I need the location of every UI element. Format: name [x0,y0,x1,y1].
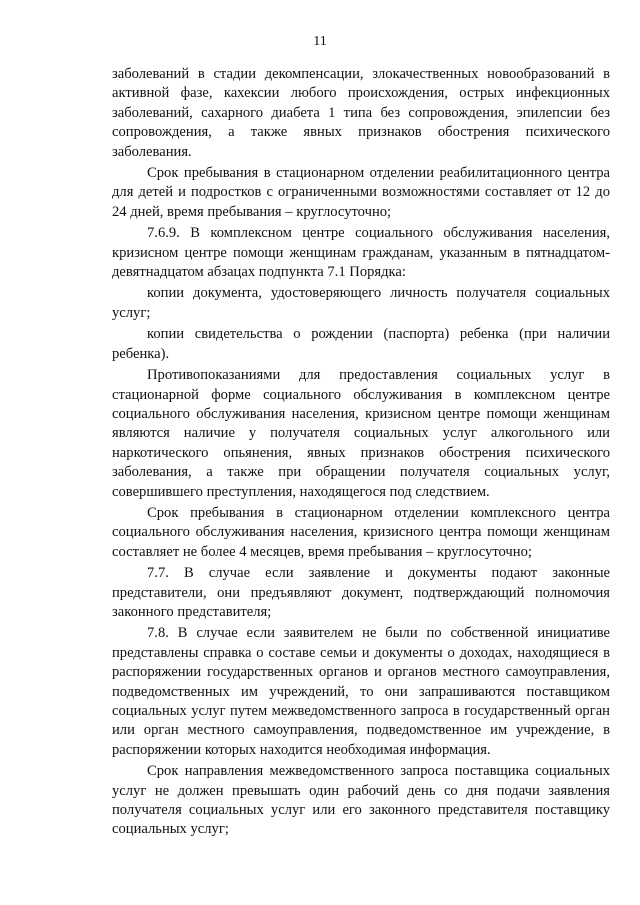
paragraph-request-term: Срок направления межведомственного запроса поставщика социальных услуг не должен превышать один рабочий день со дня подачи заявления получателя социальных услуг или его законного представителя поставщику социальных услуг; [112,763,610,838]
paragraph-identity-docs: копии документа, удостоверяющего личность получателя социальных услуг; [112,285,610,321]
paragraph-continuation: заболеваний в стадии декомпенсации, злокачественных новообразований в активной фазе, кахексии любого происхождения, острых инфекционных заболеваний, сахарного диабета 1 типа без сопровождения, эпилепсии без сопровождения, а также явных признаков обострения психического заболевания. [112,66,610,160]
paragraph-7-6-9: 7.6.9. В комплексном центре социального обслуживания населения, кризисном центре помощи женщинам гражданам, указанным в пятнадцатом-девятнадцатом абзацах подпункта 7.1 Порядка: [112,225,610,281]
paragraph-stay-term-crisis: Срок пребывания в стационарном отделении комплексного центра социального обслуживания населения, кризисного центра помощи женщинам составляет не более 4 месяцев, время пребывания – круглосуточно; [112,504,610,560]
paragraph-7-7: 7.7. В случае если заявление и документы подают законные представители, они предъявляют документ, подтверждающий полномочия законного представителя; [112,565,610,620]
paragraph-7-8: 7.8. В случае если заявителем не были по собственной инициативе представлены справка о составе семьи и документы о доходах, находящиеся в распоряжении государственных органов и органов местного самоуправления, подведомственных им учреждений, то они запрашиваются поставщиком социальных услуг путем межведомственного запроса в государственный орган или орган местного самоуправления, подведомственное им учреждение, в распоряжении которых находится необходимая информация. [112,625,610,758]
paragraph-contraindications: Противопоказаниями для предоставления социальных услуг в стационарной форме социального обслуживания в комплексном центре социального обслуживания населения, кризисном центре помощи женщинам являются наличие у получателя социальных услуг алкогольного или наркотического опьянения, явных признаков обострения психического заболевания, а также при обращении получателя социальных услуг, совершившего преступления, находящегося под следствием. [112,367,610,500]
document-body [112,65,610,840]
paragraph-birth-certificate: копии свидетельства о рождении (паспорта) ребенка (при наличии ребенка). [112,326,610,362]
page-number: 11 [313,34,327,49]
paragraph-stay-term-rehab: Срок пребывания в стационарном отделении реабилитационного центра для детей и подростков с ограниченными возможностями составляет от 12 до 24 дней, время пребывания – круглосуточно; [112,165,610,220]
